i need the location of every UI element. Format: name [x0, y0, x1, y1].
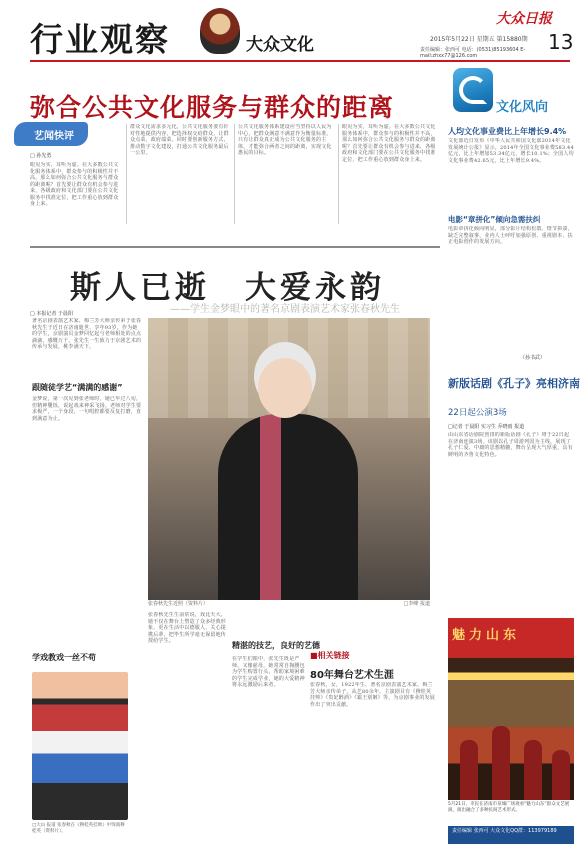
top-col-4: 眼见为实，耳听为虚。在大多数公共文化服务体系中，群众参与的积极性并不高，那么如何弥合公共文化服务与群众的距离呢？首先要让群众有机会参与进来，各级政府和文化部门要在公共文化服务中找准定位，把工作重心放到群众身上来。 — [342, 124, 436, 163]
page-footer: 责任编辑 张西可 大众文化QQ群：113979189 — [448, 826, 574, 844]
top-headline: 弥合公共文化服务与群众的距离 — [30, 93, 395, 122]
top-col-1: 眼见为实，耳听为虚。在大多数公共文化服务体系中，群众参与的积极性并不高，那么如何弥合公共文化服务与群众的距离呢？首先要让群众有机会参与进来，各级政府和文化部门要在公共文化服务中找准定位，把工作重心放到群众身上来。 — [30, 162, 119, 207]
photo-banner: 魅力山东 — [452, 628, 521, 643]
related-link-title: 80年舞台艺术生涯 — [310, 670, 394, 681]
right-column-label: 文化风向 — [496, 100, 549, 115]
newspaper-logo: 大众日报 — [496, 11, 552, 27]
top-byline: □ 孙先勇 — [30, 153, 52, 159]
right-byline-3: □记者 于晨阳 实习生 乔晓雨 报道 — [448, 424, 525, 430]
photo-caption-right: 5月21日，市民在济南市泉城广场观看“魅力山东”群众文艺展演，演出融合了多种民间艺术形式。 — [448, 802, 570, 813]
portrait-figure — [218, 414, 358, 600]
feature-byline: □ 本报记者 于晨阳 — [30, 311, 73, 317]
column-divider — [126, 124, 127, 224]
performer-figure — [524, 740, 542, 800]
section-title: 行业观察 — [30, 20, 170, 59]
portrait-caption — [148, 600, 430, 607]
feature-body-1: 金梦说，第一次见到张老师时，她已年过八旬，但精神矍铄，说起戏来神采飞扬。老师对学生要求极严，一个身段、一句唱腔都要反复打磨，直到满意为止。 — [32, 396, 142, 422]
stage-photo — [32, 672, 128, 820]
top-col-2: 群众文化需求多元化，公共文化服务要有针对性地提供内容，把选择权交给群众，让群众点菜，政府端菜。同时要创新服务方式，推动数字文化建设，打通公共文化服务最后一公里。 — [130, 124, 229, 156]
column-tag-label: 艺闻快评 — [34, 131, 74, 142]
right-paragraph-3: 由山东省话剧院创排的新版话剧《孔子》将于22日起在济南连演3场。该剧以孔子周游列国为主线，展现了孔子仁爱、中庸的思想精髓，舞台呈现大气厚重，具有鲜明的齐鲁文化特色。 — [448, 432, 573, 458]
related-link-body: 张春秋，女，1922年生，著名京剧表演艺术家，梅兰芳大师亲传弟子。从艺80余年，主演剧目有《穆桂英挂帅》《贵妃醉酒》《霸王别姬》等，为京剧事业的发展作出了突出贡献。 — [310, 682, 436, 708]
editor-contact: 责任编辑：张西可 电话：(0531)85193604 E-mail:zhxx77@126.com — [420, 47, 526, 59]
performance-photo — [448, 618, 574, 800]
right-headline-3: 新版话剧《孔子》亮相济南 — [448, 377, 580, 390]
right-paragraph-1: 文化部近日发布《中华人民共和国文化部2014年文化发展统计公报》显示，2014年全国文化事业费583.44亿元，比上年增加53.34亿元，增长10.1%；全国人均文化事业费42.65元，比上年增长9.4%。 — [448, 138, 574, 164]
portrait-photo — [148, 318, 430, 600]
top-col-3: 公共文化服务体系建设应当坚持以人民为中心，把群众满意不满意作为衡量标准。只有让群众真正成为公共文化服务的主体，才能弥合两者之间的距离，实现文化惠民的目标。 — [238, 124, 332, 156]
top-story-body — [30, 124, 440, 224]
portrait-face — [258, 358, 312, 418]
page-number: 13 — [548, 30, 574, 54]
feature-subhead-3: 精湛的技艺，良好的艺德 — [232, 641, 320, 650]
performer-figure — [460, 740, 478, 800]
issue-date: 2015年5月22日 星期五 第15880期 — [430, 36, 528, 43]
column-divider — [234, 124, 235, 224]
right-subhead-3: 22日起公演3场 — [448, 408, 507, 418]
feature-intro: 著名京剧表演艺术家、梅兰芳大师亲传弟子张春秋先生于近日在济南逝世，享年93岁。作为她的学生，京剧演员金梦回忆起与老师相处的点点滴滴，感慨万千。张先生一生致力于京剧艺术的传承与发展，桃李满天下。 — [32, 318, 142, 350]
stage-caption: □大山 报道 张春秋在《穆桂英挂帅》中饰演穆桂英（资料片）。 — [32, 823, 125, 834]
culture-trend-logo-icon — [453, 68, 493, 112]
portrait-credit: □李峰 报道 — [403, 601, 430, 607]
feature-subhead-2: 学戏教戏一丝不苟 — [32, 653, 96, 662]
column-divider — [338, 124, 339, 224]
right-paragraph-2: 电影章拼化倾向明显，部分影片结构松散、情节拼凑，缺乏完整叙事，业内人士呼吁加强原创、重视剧本，扶正电影创作的发展方向。 — [448, 226, 573, 245]
feature-body-2: 张春秋先生生前常说，戏比天大。她不仅在舞台上塑造了众多经典形象，更在生活中以德服人，关心提携后辈，把毕生所学毫无保留地传授给学生。 — [148, 612, 227, 644]
masthead-rule — [30, 60, 570, 62]
performer-figure — [492, 726, 510, 800]
section-subtitle: 大众文化 — [246, 35, 314, 55]
portrait-caption-text: 张春秋先生近照（资料片） — [148, 601, 209, 607]
related-link-label: ■相关链接 — [310, 651, 350, 660]
feature-title: 斯人已逝 大爱永韵 — [70, 270, 385, 306]
right-headline-1: 人均文化事业费比上年增长9.4% — [448, 127, 567, 136]
feature-subhead-1: 跟随徒学艺“满满的感谢” — [32, 383, 123, 392]
right-author: （孙书武） — [520, 355, 546, 361]
performer-figure — [552, 750, 570, 800]
feature-subtitle: ——学生金梦眼中的著名京剧表演艺术家张春秋先生 — [170, 304, 400, 315]
masthead — [0, 0, 580, 82]
opera-figure-icon — [200, 8, 240, 54]
feature-body-3: 在学生们眼中，张先生既是严师，又像慈母。她常常自掏腰包为学生购置行头，帮助家境困难的学生完成学业，她的大爱精神将永远激励后来者。 — [232, 656, 305, 688]
right-headline-2: 电影“章拼化”倾向急需扶纠 — [448, 215, 541, 224]
